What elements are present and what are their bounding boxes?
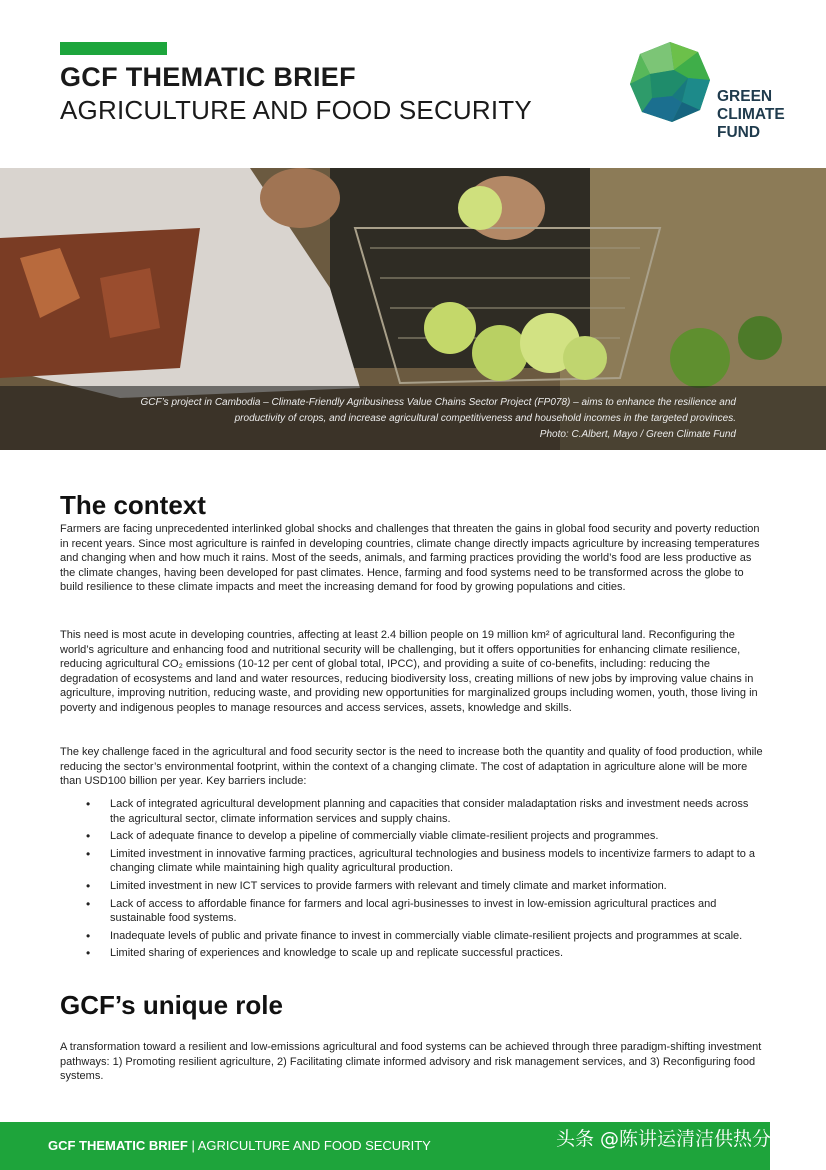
footer-title: GCF THEMATIC BRIEF xyxy=(48,1138,188,1153)
role-paragraph: A transformation toward a resilient and low-emissions agricultural and food systems can be achieved through three paradigm-shifting investment pathways: 1) Promoting resilient agriculture, 2) Facilitating climate informed advisory and risk management services, and 3) Reconfiguring food systems. xyxy=(60,1041,762,1083)
barrier-item: • Limited sharing of experiences and knowledge to scale up and replicate successful practices. xyxy=(60,946,760,961)
photo-caption-line-2: productivity of crops, and increase agricultural competitiveness and household incomes in the targeted provinces. xyxy=(234,413,736,424)
barrier-item: • Lack of integrated agricultural development planning and capacities that consider maladaptation risks and investment needs across the agricultural sector, climate information services and supply chains. xyxy=(60,797,760,826)
hero-photo xyxy=(0,168,826,450)
gcf-globe-logo-icon xyxy=(628,40,712,124)
document-title: GCF THEMATIC BRIEF xyxy=(60,62,356,92)
logo-wordmark xyxy=(717,88,785,142)
barrier-item: • Limited investment in innovative farming practices, agricultural technologies and business models to incentivize farmers to adapt to a changing climate while maintaining high quality agricultural production. xyxy=(60,847,760,876)
barriers-list xyxy=(60,797,760,964)
footer-text xyxy=(48,1138,431,1153)
gcf-logo xyxy=(628,40,808,150)
footer-subtitle: AGRICULTURE AND FOOD SECURITY xyxy=(197,1138,431,1153)
barrier-item: • Inadequate levels of public and private finance to invest in commercially viable climate-resilient projects and programmes at scale. xyxy=(60,929,760,944)
watermark: 头条 @陈讲运清洁供热分会 xyxy=(556,1128,791,1150)
barrier-item: • Lack of access to affordable finance for farmers and local agri-businesses to invest in low-emission agricultural practices and sustainable food systems. xyxy=(60,897,760,926)
photo-credit: Photo: C.Albert, Mayo / Green Climate Fund xyxy=(539,429,736,440)
context-paragraph-3: The key challenge faced in the agricultural and food security sector is the need to increase both the quantity and quality of food production, while reducing the sector’s environmental footprint, within the context of a changing climate. The cost of adaptation in agriculture alone will be more than USD100 billion per year. Key barriers include: xyxy=(60,746,763,788)
logo-line-climate: CLIMATE xyxy=(717,106,785,123)
photo-caption-line-1: GCF’s project in Cambodia – Climate-Friendly Agribusiness Value Chains Sector Project (FP078) – aims to enhance the resilience and xyxy=(140,397,736,408)
barrier-item: • Lack of adequate finance to develop a pipeline of commercially viable climate-resilient projects and programmes. xyxy=(60,829,760,844)
context-paragraph-2: This need is most acute in developing countries, affecting at least 2.4 billion people on 19 million km² of agricultural land. Reconfiguring the world’s agriculture and enhancing food and nutritional security will be challenging, but it offers opportunities for enhancing climate resilience, reducing agricultural CO₂ emissions (10-12 per cent of global total, IPCC), and providing a suite of co-benefits, including: reducing the degradation of ecosystems and land and water resources, reducing biodiversity loss, creating millions of new jobs by improving value chains in agriculture, improving nutrition, reducing waste, and providing new opportunities for marginalized groups including women, youth, those living in poverty and indigenous peoples to manage resources and access services, assets, knowledge and skills. xyxy=(60,629,758,714)
context-heading: The context xyxy=(60,490,206,520)
role-heading: GCF’s unique role xyxy=(60,990,283,1020)
footer-separator: | xyxy=(187,1138,198,1153)
document-subtitle: AGRICULTURE AND FOOD SECURITY xyxy=(60,95,532,125)
barrier-item: • Limited investment in new ICT services to provide farmers with relevant and timely climate and market information. xyxy=(60,879,760,894)
logo-line-fund: FUND xyxy=(717,124,761,141)
accent-bar xyxy=(60,42,167,55)
context-paragraph-1: Farmers are facing unprecedented interlinked global shocks and challenges that threaten the gains in global food security and poverty reduction in recent years. Since most agriculture is rainfed in developing countries, climate change directly impacts agriculture by increasing temperatures and changing when and how much it rains. Most of the seeds, animals, and farming practices providing the world’s food are less productive as the climate changes, having been developed for past climates. Hence, farming and food systems need to be transformed across the globe to build resilience to these climate impacts and meet the increasing demand for food by growing populations and cities. xyxy=(60,523,760,594)
logo-line-green: GREEN xyxy=(717,88,773,105)
